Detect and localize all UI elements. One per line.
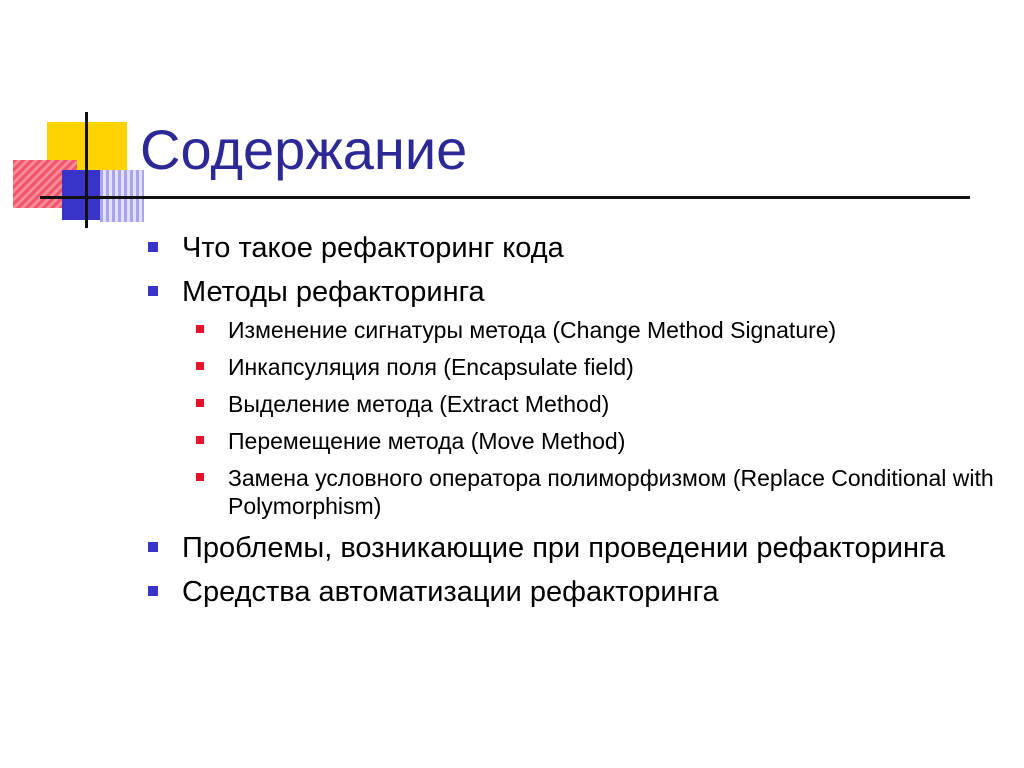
slide-content bbox=[140, 230, 1000, 618]
sub-list-item bbox=[190, 353, 1000, 381]
slide-title: Содержание bbox=[140, 118, 468, 181]
sub-list-item bbox=[190, 390, 1000, 418]
sub-list-item bbox=[190, 464, 1000, 520]
sub-list-item-text: Выделение метода (Extract Method) bbox=[228, 391, 610, 417]
small-square-bullet-icon bbox=[196, 325, 204, 333]
list-item-text: Методы рефакторинга bbox=[182, 276, 485, 308]
square-bullet-icon bbox=[148, 542, 158, 552]
square-bullet-icon bbox=[148, 286, 158, 296]
sub-bullet-list bbox=[190, 316, 1000, 520]
square-bullet-icon bbox=[148, 242, 158, 252]
list-item bbox=[140, 230, 1000, 266]
small-square-bullet-icon bbox=[196, 399, 204, 407]
small-square-bullet-icon bbox=[196, 436, 204, 444]
sub-list-item-text: Изменение сигнатуры метода (Change Method Signature) bbox=[228, 317, 837, 343]
sub-list-item-text: Замена условного оператора полиморфизмом (Replace Conditional with Polymorphism) bbox=[228, 465, 994, 519]
list-item bbox=[140, 274, 1000, 520]
square-bullet-icon bbox=[148, 586, 158, 596]
list-item-text: Проблемы, возникающие при проведении рефакторинга bbox=[182, 532, 946, 564]
sub-list-item-text: Инкапсуляция поля (Encapsulate field) bbox=[228, 354, 634, 380]
bullet-list bbox=[140, 230, 1000, 610]
list-item bbox=[140, 530, 1000, 566]
sub-list-item-text: Перемещение метода (Move Method) bbox=[228, 428, 626, 454]
sub-list-item bbox=[190, 316, 1000, 344]
sub-list-item bbox=[190, 427, 1000, 455]
decorative-squares bbox=[0, 0, 160, 240]
title-underline bbox=[40, 196, 970, 199]
list-item bbox=[140, 574, 1000, 610]
deco-vertical-line bbox=[85, 112, 88, 228]
list-item-text: Средства автоматизации рефакторинга bbox=[182, 576, 719, 608]
small-square-bullet-icon bbox=[196, 473, 204, 481]
small-square-bullet-icon bbox=[196, 362, 204, 370]
list-item-text: Что такое рефакторинг кода bbox=[182, 232, 564, 264]
